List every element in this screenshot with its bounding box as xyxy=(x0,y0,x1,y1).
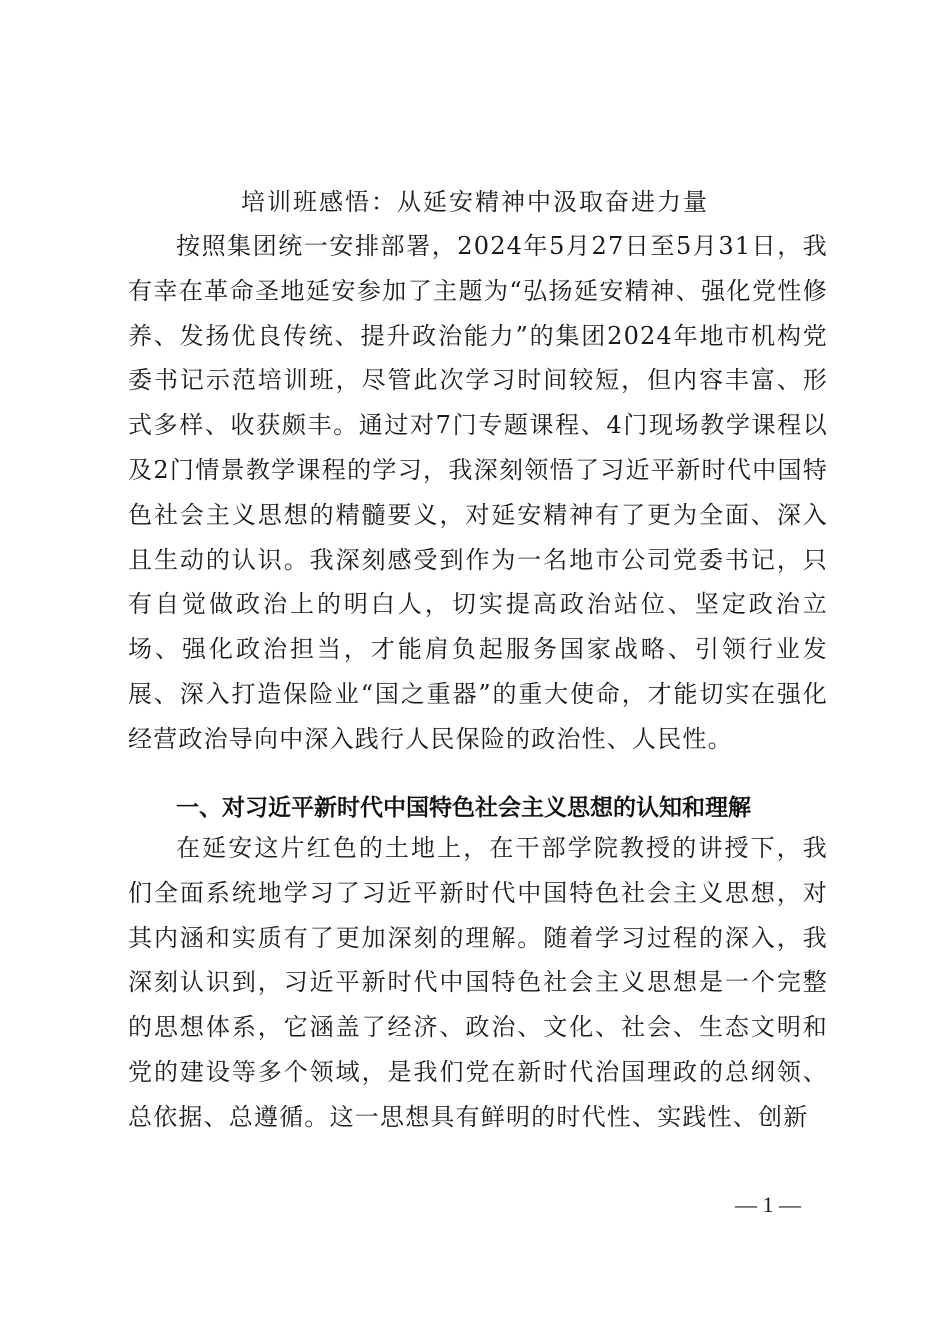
document-title: 培训班感悟：从延安精神中汲取奋进力量 xyxy=(241,188,709,216)
section-heading: 一、对习近平新时代中国特色社会主义思想的认知和理解 xyxy=(176,795,751,821)
page-number: — 1 — xyxy=(735,1192,801,1217)
body-paragraph: 在延安这片红色的土地上，在干部学院教授的讲授下，我们全面系统地学习了习近平新时代中国特色社会主义思想，对其内涵和实质有了更加深刻的理解。随着学习过程的深入，我深刻认识到，习近平新时代中国特色社会主义思想是一个完整的思想体系，它涵盖了经济、政治、文化、社会、生态文明和党的建设等多个领域，是我们党在新时代治国理政的总纲领、总依据、总遵循。这一思想具有鲜明的时代性、实践性、创新 xyxy=(128,834,828,1131)
body-paragraph: 按照集团统一安排部署，2024年5月27日至5月31日，我有幸在革命圣地延安参加了主题为“弘扬延安精神、强化党性修养、发扬优良传统、提升政治能力”的集团2024年地市机构党委书记示范培训班，尽管此次学习时间较短，但内容丰富、形式多样、收获颇丰。通过对7门专题课程、4门现场教学课程以及2门情景教学课程的学习，我深刻领悟了习近平新时代中国特色社会主义思想的精髓要义，对延安精神有了更为全面、深入且生动的认识。我深刻感受到作为一名地市公司党委书记，只有自觉做政治上的明白人，切实提高政治站位、坚定政治立场、强化政治担当，才能肩负起服务国家战略、引领行业发展、深入打造保险业“国之重器”的重大使命，才能切实在强化经营政治导向中深入践行人民保险的政治性、人民性。 xyxy=(128,232,828,753)
